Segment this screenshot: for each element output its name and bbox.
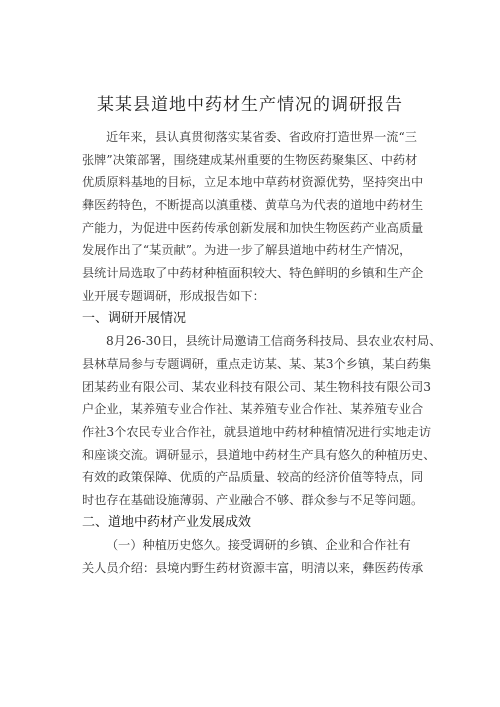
paragraph-line: 发展作出了“某贡献”。为进一步了解县道地中药材生产情况， — [82, 243, 412, 258]
paragraph-line: 县林草局参与专题调研，重点走访某、某、某3个乡镇，某白药集 — [82, 356, 432, 371]
paragraph-line: 产能力，为促进中医药传承创新发展和加快生物医药产业高质量 — [82, 220, 424, 235]
paragraph-line: （一）种植历史悠久。接受调研的乡镇、企业和合作社有 — [106, 538, 411, 553]
paragraph-line: 业开展专题调研，形成报告如下： — [82, 288, 265, 303]
paragraph-line: 有效的政策保障、优质的产品质量、较高的经济价值等特点，同 — [82, 470, 424, 485]
paragraph-line: 关人员介绍：县境内野生药材资源丰富，明清以来，彝医药传承 — [82, 561, 424, 576]
paragraph-line: 县统计局选取了中药材种植面积较大、特色鲜明的乡镇和生产企 — [82, 266, 424, 281]
paragraph-line: 时也存在基础设施薄弱、产业融合不够、群众参与不足等问题。 — [82, 493, 424, 507]
paragraph-line: 彝医药特色，不断提高以滇重楼、黄草乌为代表的道地中药材生 — [82, 198, 424, 213]
paragraph-line: 张牌”决策部署，围绕建成某州重要的生物医药聚集区、中药材 — [82, 152, 418, 167]
section-heading: 二、道地中药材产业发展成效 — [82, 514, 252, 530]
paragraph-line: 8月26-30日，县统计局邀请工信商务科技局、县农业农村局、 — [106, 334, 442, 349]
paragraph-line: 户企业，某养殖专业合作社、某养殖专业合作社、某养殖专业合 — [82, 402, 424, 417]
document-title: 某某县道地中药材生产情况的调研报告 — [97, 95, 403, 115]
paragraph-line: 团某药业有限公司、某农业科技有限公司、某生物科技有限公司3 — [82, 379, 432, 394]
paragraph-line: 近年来，县认真贯彻落实某省委、省政府打造世界一流“三 — [106, 130, 417, 144]
paragraph-line: 优质原料基地的目标，立足本地中草药材资源优势，坚持突出中 — [82, 175, 424, 190]
section-heading: 一、调研开展情况 — [82, 310, 187, 326]
paragraph-line: 和座谈交流。调研显示，县道地中药材生产具有悠久的种植历史、 — [82, 447, 436, 462]
document-body — [82, 126, 442, 580]
paragraph-line: 作社3个农民专业合作社，就县道地中药材种植情况进行实地走访 — [82, 424, 432, 439]
